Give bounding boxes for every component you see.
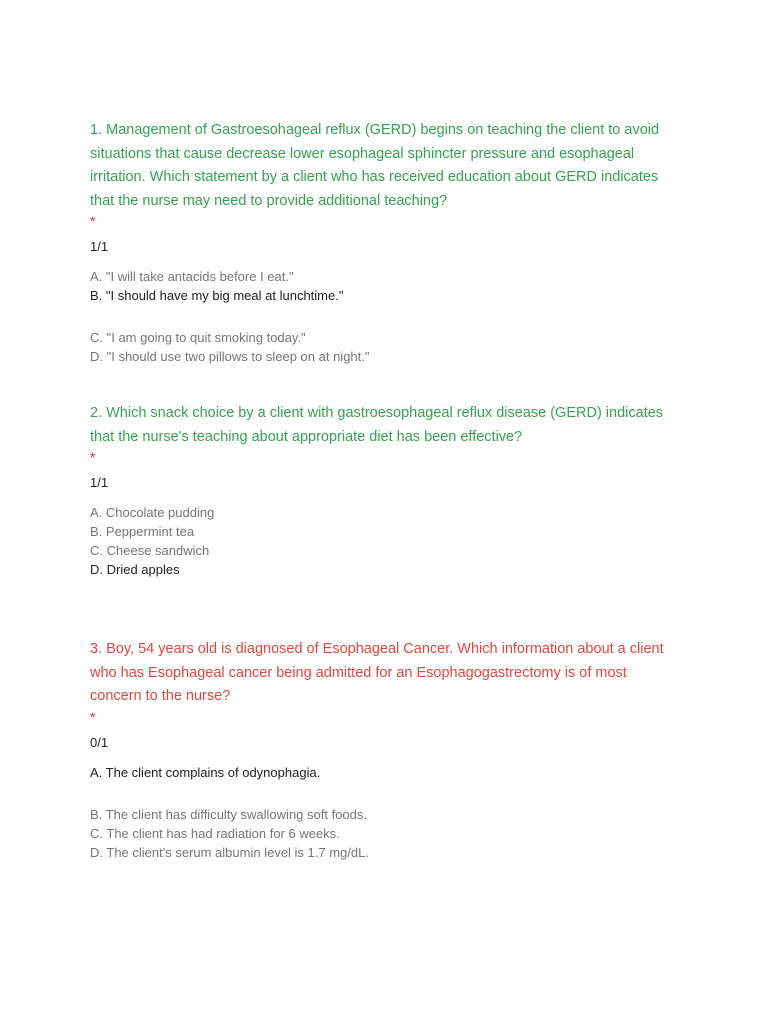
option-a: A. "I will take antacids before I eat." xyxy=(90,269,294,284)
question-2 xyxy=(90,402,670,579)
score: 1/1 xyxy=(90,475,109,490)
required-mark: * xyxy=(90,708,96,725)
option-a-selected: A. The client complains of odynophagia. xyxy=(90,764,321,780)
option-c: C. The client has had radiation for 6 weeks. xyxy=(90,825,340,841)
score: 1/1 xyxy=(90,239,109,254)
question-text: 2. Which snack choice by a client with gastroesophageal reflux disease (GERD) indicates that the nurse's teaching about appropriate diet has been effective? xyxy=(90,405,664,445)
required-mark: * xyxy=(90,213,96,229)
options-list xyxy=(90,267,670,366)
question-3 xyxy=(90,638,670,862)
question-text: 3. Boy, 54 years old is diagnosed of Esophageal Cancer. Which information about a client who has Esophageal cancer being admitted for an Esophagogastrectomy is of most concern to the nurse? xyxy=(90,641,664,704)
option-c: C. "I am going to quit smoking today." xyxy=(90,330,306,345)
options-list xyxy=(90,763,670,862)
option-b: B. Peppermint tea xyxy=(90,524,195,539)
required-mark: * xyxy=(90,449,96,465)
option-a: A. Chocolate pudding xyxy=(90,505,215,520)
question-text: 1. Management of Gastroesohageal reflux (GERD) begins on teaching the client to avoid situations that cause decrease lower esophageal sphincter pressure and esophageal irritation. Which statement by a client who has received education about GERD indicates that the nurse may need to provide additional teaching? xyxy=(90,122,660,209)
option-b-selected: B. "I should have my big meal at lunchtime." xyxy=(90,288,344,303)
option-b: B. The client has difficulty swallowing soft foods. xyxy=(90,806,367,822)
option-d: D. The client's serum albumin level is 1.7 mg/dL. xyxy=(90,844,369,860)
options-list xyxy=(90,503,670,579)
option-d-selected: D. Dried apples xyxy=(90,562,180,577)
option-d: D. "I should use two pillows to sleep on at night." xyxy=(90,349,370,364)
score: 0/1 xyxy=(90,734,109,750)
question-1 xyxy=(90,119,670,366)
option-c: C. Cheese sandwich xyxy=(90,543,210,558)
